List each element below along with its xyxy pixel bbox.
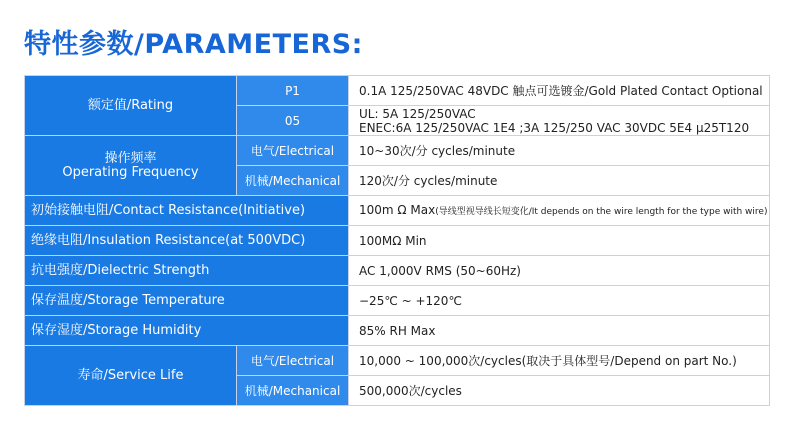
rating-05-label: 05 [237, 106, 349, 136]
rating-05-value [349, 106, 770, 136]
frequency-label-cn: 操作频率 [104, 150, 157, 166]
frequency-label-en: Operating Frequency [62, 164, 199, 180]
contact-resistance-label: 初始接触电阻/Contact Resistance(Initiative) [25, 196, 349, 226]
insulation-label: 绝缘电阻/Insulation Resistance(at 500VDC) [25, 226, 349, 256]
rating-p1-label: P1 [237, 76, 349, 106]
rating-p1-value: 0.1A 125/250VAC 48VDC 触点可选镀金/Gold Plated Contact Optional [349, 76, 770, 106]
service-life-mechanical-label: 机械/Mechanical [237, 376, 349, 406]
dielectric-value: AC 1,000V RMS (50~60Hz) [349, 256, 770, 286]
title-cn: 特性参数 [24, 29, 134, 60]
storage-humidity-value: 85% RH Max [349, 316, 770, 346]
frequency-mechanical-value: 120次/分 cycles/minute [349, 166, 770, 196]
table-row-dielectric [25, 256, 770, 286]
dielectric-label: 抗电强度/Dielectric Strength [25, 256, 349, 286]
frequency-label [25, 136, 237, 196]
parameters-table [24, 75, 770, 406]
frequency-electrical-label: 电气/Electrical [237, 136, 349, 166]
title-en: PARAMETERS: [144, 29, 363, 60]
title-slash: / [134, 29, 145, 60]
service-life-electrical-label: 电气/Electrical [237, 346, 349, 376]
rating-05-value-line2: ENEC:6A 125/250VAC 1E4 ;3A 125/250 VAC 30VDC 5E4 μ25T120 [359, 120, 750, 135]
contact-resistance-value-note: (导线型视导线长短变化/It depends on the wire length for the type with wire) [435, 206, 768, 217]
storage-humidity-label: 保存湿度/Storage Humidity [25, 316, 349, 346]
table-row-service-life-electrical [25, 346, 770, 376]
storage-temperature-value: −25℃ ~ +120℃ [349, 286, 770, 316]
service-life-label: 寿命/Service Life [25, 346, 237, 406]
service-life-mechanical-value: 500,000次/cycles [349, 376, 770, 406]
table-row-storage-humidity [25, 316, 770, 346]
rating-05-value-line1: UL: 5A 125/250VAC [359, 106, 476, 121]
storage-temperature-label: 保存温度/Storage Temperature [25, 286, 349, 316]
contact-resistance-value [349, 196, 770, 226]
frequency-mechanical-label: 机械/Mechanical [237, 166, 349, 196]
table-row-frequency-electrical [25, 136, 770, 166]
table-row-storage-temperature [25, 286, 770, 316]
rating-label: 额定值/Rating [25, 76, 237, 136]
table-row-contact-resistance [25, 196, 770, 226]
table-row-insulation [25, 226, 770, 256]
frequency-electrical-value: 10~30次/分 cycles/minute [349, 136, 770, 166]
contact-resistance-value-main: 100m Ω Max [359, 202, 436, 217]
insulation-value: 100MΩ Min [349, 226, 770, 256]
table-row-rating-p1 [25, 76, 770, 106]
service-life-electrical-value: 10,000 ~ 100,000次/cycles(取决于具体型号/Depend on part No.) [349, 346, 770, 376]
page-title [24, 22, 363, 61]
